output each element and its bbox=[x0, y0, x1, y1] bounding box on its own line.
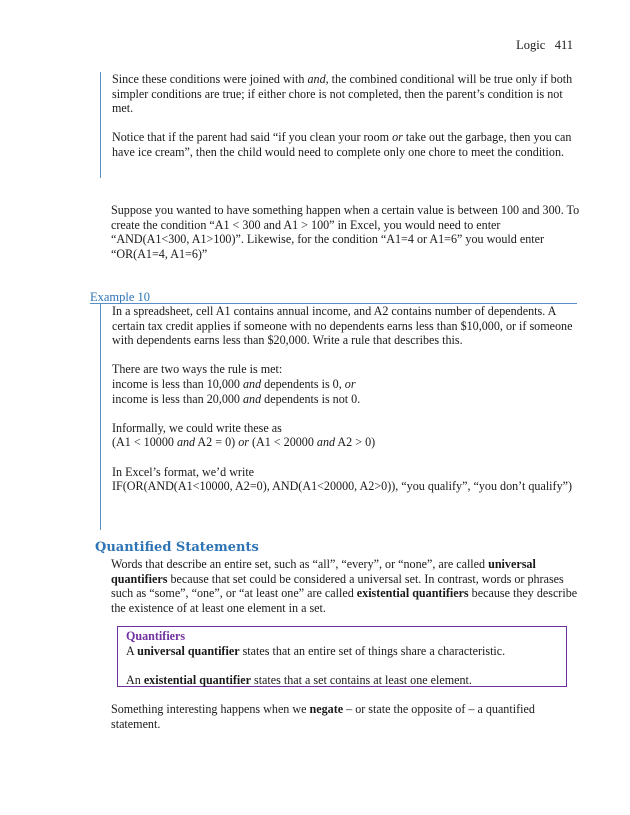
excel-intro: In Excel’s format, we’d write bbox=[112, 464, 255, 479]
way-1: income is less than 10,000 and dependents is 0, or bbox=[112, 376, 356, 391]
definition-existential: An existential quantifier states that a set contains at least one element. bbox=[126, 672, 472, 687]
section-paragraph: Words that describe an entire set, such as “all”, “every”, or “none”, are called universal quantifiers because that set could be considered a universal set. In contrast, words or phrases such as “some”, “one”, or “at least one” are called existential quantifiers because they describe the existence of at least one element in a set. bbox=[111, 557, 578, 615]
paragraph-and-conditions: Since these conditions were joined with and, the combined conditional will be true only if both simpler conditions are true; if either chore is not completed, then the parent’s condition is not met. bbox=[112, 72, 573, 116]
section-title: Quantified Statements bbox=[95, 540, 259, 555]
definition-box bbox=[117, 626, 567, 687]
example-block bbox=[100, 304, 578, 530]
definition-universal: A universal quantifier states that an entire set of things share a characteristic. bbox=[126, 643, 506, 658]
page-number: 411 bbox=[554, 38, 573, 52]
ways-intro: There are two ways the rule is met: bbox=[112, 362, 283, 377]
example-problem: In a spreadsheet, cell A1 contains annual income, and A2 contains number of dependents. A certain tax credit applies if someone with no dependents earns less than $10,000, or if someone with dependents earns less than $20,000. Write a rule that describes this. bbox=[112, 304, 573, 348]
example-title: Example 10 bbox=[90, 290, 151, 304]
way-2: income is less than 20,000 and dependents is not 0. bbox=[112, 391, 361, 406]
page-header bbox=[516, 38, 573, 53]
running-title: Logic bbox=[516, 38, 546, 52]
closing-paragraph: Something interesting happens when we negate – or state the opposite of – a quantified statement. bbox=[111, 702, 535, 731]
continued-example-block bbox=[100, 72, 578, 178]
definition-title: Quantifiers bbox=[126, 629, 186, 643]
excel-formula: IF(OR(AND(A1<10000, A2=0), AND(A1<20000, A2>0)), “you qualify”, “you don’t qualify”) bbox=[112, 479, 573, 494]
paragraph-excel-and: Suppose you wanted to have something happen when a certain value is between 100 and 300. To create the condition “A1 < 300 and A1 > 100” in Excel, you would need to enter “AND(A1<300, A1>100)”. Likewise, for the condition “A1=4 or A1=6” you would enter “OR(A1=4, A1=6)” bbox=[111, 203, 580, 261]
paragraph-or-alternative: Notice that if the parent had said “if you clean your room or take out the garbage, then you can have ice cream”, then the child would need to complete only one chore to meet the condition. bbox=[112, 130, 572, 159]
informal-intro: Informally, we could write these as bbox=[112, 420, 282, 435]
informal-expression: (A1 < 10000 and A2 = 0) or (A1 < 20000 and A2 > 0) bbox=[112, 435, 376, 450]
